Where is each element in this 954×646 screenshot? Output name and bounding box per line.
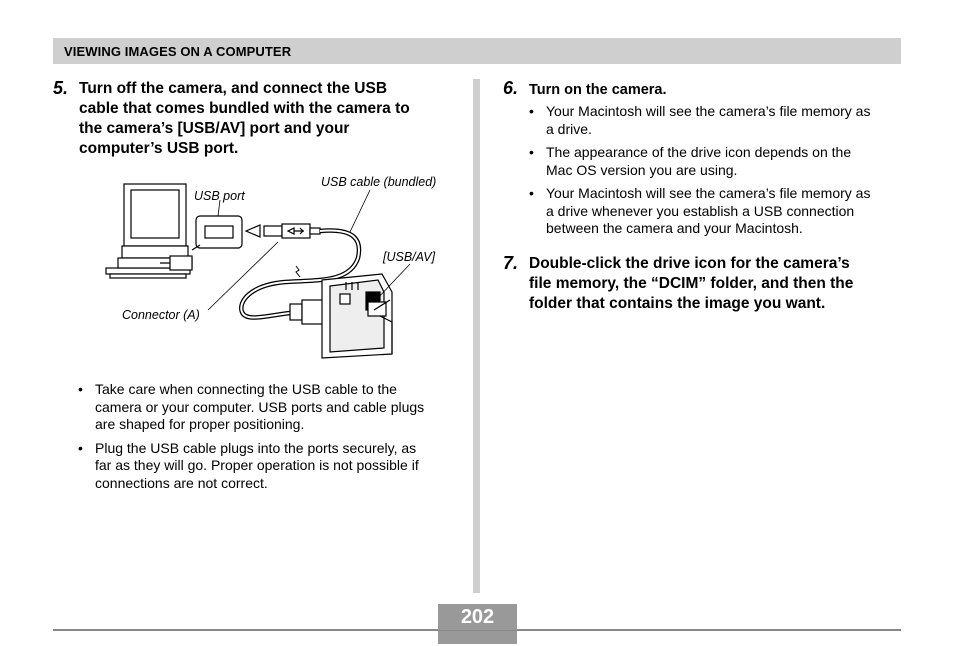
list-item [78, 381, 468, 434]
computer-illustration [106, 184, 192, 278]
step-5 [53, 78, 463, 162]
list-item [529, 144, 909, 179]
step-line: folder that contains the image you want. [529, 295, 826, 312]
step-line: Double-click the drive icon for the camera’s [529, 255, 850, 272]
label-connector-a: Connector (A) [122, 308, 200, 322]
list-item [78, 440, 468, 493]
label-usb-port: USB port [194, 189, 245, 203]
list-line: Plug the USB cable plugs into the ports securely, as [95, 439, 417, 456]
list-line: camera or your computer. USB ports and cable plugs [95, 398, 425, 415]
bullet-dot: • [529, 103, 534, 119]
step-line: computer’s USB port. [79, 140, 239, 157]
step-number: 5. [53, 78, 69, 98]
right-notes-list [529, 103, 909, 244]
list-line: are shaped for proper positioning. [95, 416, 305, 432]
bullet-dot: • [78, 381, 83, 397]
list-line: The appearance of the drive icon depends on the [546, 144, 852, 160]
list-line: a drive. [546, 120, 592, 137]
page-number: 202 [438, 604, 517, 630]
bullet-dot: • [529, 144, 534, 160]
column-divider [473, 79, 480, 593]
list-line: Mac OS version you are using. [546, 161, 738, 178]
list-line: a drive whenever you establish a USB connection [546, 202, 855, 219]
list-line: between the camera and your Macintosh. [546, 220, 803, 236]
camera-illustration [322, 274, 392, 358]
step-line: file memory, the “DCIM” folder, and then the [529, 275, 854, 292]
bullet-dot: • [78, 439, 83, 456]
step-number: 6. [503, 78, 519, 98]
step-text [529, 80, 667, 100]
step-line: the camera’s [USB/AV] port and your [79, 120, 350, 137]
step-7 [503, 253, 903, 317]
step-line: Turn on the camera. [529, 82, 667, 98]
left-notes-list [78, 381, 468, 498]
section-title: VIEWING IMAGES ON A COMPUTER [64, 44, 292, 59]
section-header [53, 38, 901, 64]
list-line: connections are not correct. [95, 474, 268, 491]
page-number-tab [438, 631, 517, 644]
list-line: Your Macintosh will see the camera’s file memory as [546, 185, 871, 201]
step-6 [503, 78, 903, 102]
list-line: Your Macintosh will see the camera’s file memory as [546, 103, 871, 119]
usb-plug-a [246, 224, 320, 238]
list-item [529, 103, 909, 138]
list-line: Take care when connecting the USB cable to the [95, 381, 397, 397]
label-usb-cable: USB cable (bundled) [321, 175, 437, 189]
step-text [529, 254, 853, 314]
step-line: cable that comes bundled with the camera to [79, 100, 410, 117]
list-line: far as they will go. Proper operation is not possible if [95, 457, 419, 473]
step-number: 7. [503, 253, 519, 273]
bullet-dot: • [529, 185, 534, 201]
label-usb-av: [USB/AV] [383, 250, 436, 264]
step-text [79, 79, 410, 159]
usb-connection-diagram [100, 170, 460, 370]
list-item [529, 185, 909, 238]
connection-illustration [100, 170, 460, 370]
step-line: Turn off the camera, and connect the USB [79, 80, 388, 97]
usb-port-callout [192, 216, 242, 250]
